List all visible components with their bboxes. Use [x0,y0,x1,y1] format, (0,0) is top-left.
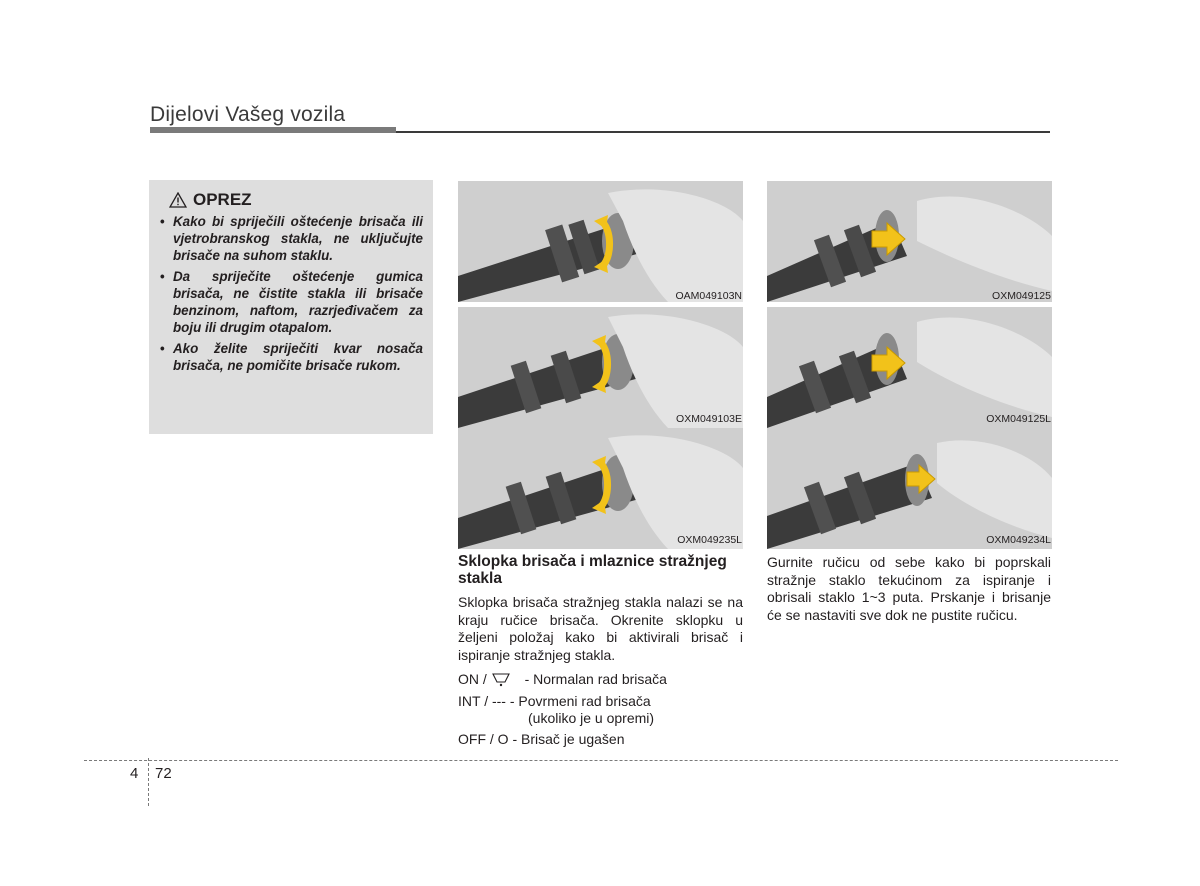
warning-triangle-icon [169,192,187,208]
section-paragraph: Sklopka brisača stražnjeg stakla nalazi se na kraju ručice brisača. Okrenite sklopku u željeni položaj kako bi aktivirali brisač i ispiranje stražnjeg stakla. [458,594,743,663]
figure-panel-push [767,307,1052,428]
wiper-switch-push-illustration [767,428,1052,549]
mode-off-desc: Brisač je ugašen [521,731,625,747]
mode-int-note: (ukoliko je u opremi) [528,710,655,726]
caution-item: • Da spriječite oštećenje gumica brisača, ne čistite stakla ili brisače benzinom, naftom, razrjeđivačem za boju ili drugim otapalom. [157,268,423,336]
mode-on-desc: - Normalan rad brisača [524,671,667,687]
chapter-number: 4 [130,765,139,782]
footer-rule [84,760,1118,761]
mode-off-key: OFF / O - [458,731,518,747]
wiper-switch-rotate-illustration [458,428,743,549]
wiper-switch-rotate-illustration [458,181,743,302]
figure-code-label: OXM049103E [676,413,742,425]
mode-off-row [458,731,625,749]
section-heading: Sklopka brisača i mlaznice stražnjeg stakla [458,553,727,587]
caution-header [169,190,423,210]
figure-panel-rotate [458,307,743,428]
wiper-switch-push-illustration [767,307,1052,428]
mode-int-key: INT / --- - [458,693,515,709]
caution-title: OPREZ [193,190,252,209]
page-number: 72 [155,765,172,782]
mode-int-desc: Povrmeni rad brisača [518,693,651,709]
right-paragraph: Gurnite ručicu od sebe kako bi poprskali stražnje staklo tekućinom za ispiranje i obrisali staklo 1~3 puta. Prskanje i brisanje će se nastaviti sve dok ne pustite ručicu. [767,554,1051,623]
caution-list [157,213,423,374]
mode-int-row [458,693,651,711]
figure-panel-push [767,181,1052,302]
wiper-switch-push-illustration [767,181,1052,302]
figure-code-label: OXM049125 [992,290,1051,302]
wiper-mist-icon [491,671,511,687]
caution-item: • Kako bi spriječili oštećenje brisača ili vjetrobranskog stakla, ne uključujte brisače na suhom staklu. [157,213,423,264]
figure-panel-push [767,428,1052,549]
figure-code-label: OXM049125L [986,413,1051,425]
figure-code-label: OXM049234L [986,534,1051,546]
figure-panel-rotate [458,181,743,302]
section-title: Dijelovi Vašeg vozila [150,103,346,126]
mode-on-row [458,671,667,689]
mode-on-key: ON / [458,671,487,687]
header-accent-bar [150,127,396,133]
caution-item: • Ako želite spriječiti kvar nosača brisača, ne pomičite brisače rukom. [157,340,423,374]
header-rule [396,131,1050,133]
figure-code-label: OXM049235L [677,534,742,546]
figure-code-label: OAM049103N [675,290,742,302]
wiper-switch-rotate-illustration [458,307,743,428]
footer-divider [148,758,149,806]
caution-box [149,180,433,434]
figure-panel-rotate [458,428,743,549]
